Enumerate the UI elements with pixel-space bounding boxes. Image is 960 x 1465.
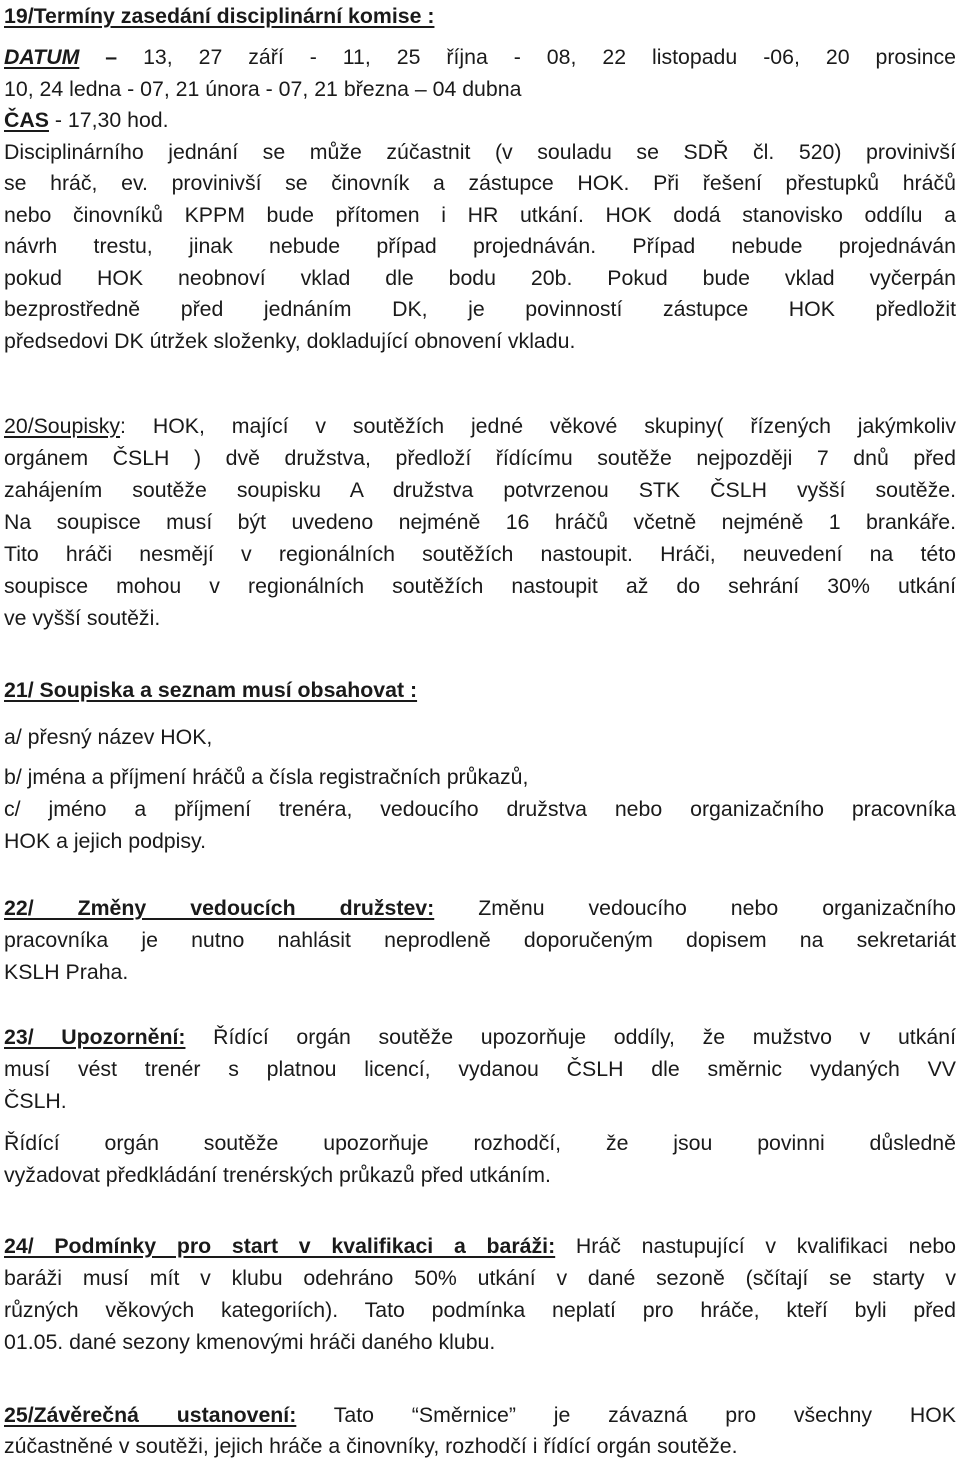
s20-line: ve vyšší soutěži. — [4, 606, 161, 630]
s19-datum-line-1 — [4, 44, 956, 70]
s24-first-text: Hráč nastupující v kvalifikaci nebo — [555, 1234, 957, 1258]
s21-item: HOK a jejich podpisy. — [4, 829, 207, 853]
s20-line: Tito hráči nesmějí v regionálních soutěžích nastoupit. Hráči, neuvedení na této — [4, 542, 956, 566]
s20-line: orgánem ČSLH ) dvě družstva, předloží řídícímu soutěže nejpozději 7 dnů před — [4, 446, 956, 470]
s20-line: zahájením soutěže soupisku A družstva potvrzenou STK ČSLH vyšší soutěže. — [4, 478, 956, 502]
datum-label: DATUM — [4, 45, 80, 69]
datum-dash: – — [105, 45, 118, 69]
section-20-label: 20/Soupisky — [4, 414, 121, 438]
s23-line: ČSLH. — [4, 1089, 67, 1113]
s19-para-line: bezprostředně před jednáním DK, je povinností zástupce HOK předložit — [4, 297, 956, 321]
s23-line: vyžadovat předkládání trenérských průkazů před utkáním. — [4, 1163, 551, 1187]
s22-first-text: Změnu vedoucího nebo organizačního — [434, 896, 956, 920]
s20-first-text: : HOK, mající v soutěžích jedné věkové skupiny( řízených jakýmkoliv — [120, 414, 956, 438]
s19-para-line: se hráč, ev. provinivší se činovník a zástupce HOK. Při řešení přestupků hráčů — [4, 171, 956, 195]
cas-label: ČAS — [4, 108, 49, 132]
s23-first-line — [4, 1024, 956, 1050]
s19-para-line: pokud HOK neobnoví vklad dle bodu 20b. Pokud bude vklad vyčerpán — [4, 266, 956, 290]
s19-para-line: předsedovi DK útržek složenky, dokladující obnovení vkladu. — [4, 329, 576, 353]
s25-first-text: Tato “Směrnice” je závazná pro všechny HOK — [296, 1403, 956, 1427]
s19-para-line: Disciplinárního jednání se může zúčastnit (v souladu se SDŘ čl. 520) provinivší — [4, 140, 956, 164]
section-25-label: 25/Závěrečná ustanovení: — [4, 1403, 297, 1427]
s23-first-text: Řídící orgán soutěže upozorňuje oddíly, že mužstvo v utkání — [185, 1025, 956, 1049]
s22-line: pracovníka je nutno nahlásit neprodleně doporučeným dopisem na sekretariát — [4, 928, 956, 952]
s20-line: soupisce mohou v regionálních soutěžích nastoupit až do sehrání 30% utkání — [4, 574, 956, 598]
s22-line: KSLH Praha. — [4, 960, 129, 984]
s19-para-line: návrh trestu, jinak nebude případ projednáván. Případ nebude projednáván — [4, 234, 956, 258]
s24-first-line — [4, 1233, 956, 1259]
s19-cas-line — [4, 107, 956, 133]
s19-para-line: nebo činovníků KPPM bude přítomen i HR utkání. HOK dodá stanovisko oddílu a — [4, 203, 956, 227]
s21-item: c/ jméno a příjmení trenéra, vedoucího družstva nebo organizačního pracovníka — [4, 797, 956, 821]
s24-line: různých věkových kategoriích). Tato podmínka neplatí pro hráče, kteří byli před — [4, 1298, 956, 1322]
s20-first-line — [4, 413, 956, 439]
section-22-label: 22/ Změny vedoucích družstev: — [4, 896, 435, 920]
s21-item: b/ jména a příjmení hráčů a čísla registračních průkazů, — [4, 765, 529, 789]
s25-first-line — [4, 1402, 956, 1428]
s22-first-line — [4, 895, 956, 921]
s19-datum-line-2: 10, 24 ledna - 07, 21 února - 07, 21 března – 04 dubna — [4, 77, 522, 101]
section-19-title: 19/Termíny zasedání disciplinární komise : — [4, 4, 435, 28]
s23-line: Řídící orgán soutěže upozorňuje rozhodčí, že jsou povinni důsledně — [4, 1131, 956, 1155]
s20-line: Na soupisce musí být uvedeno nejméně 16 hráčů včetně nejméně 1 brankáře. — [4, 510, 956, 534]
datum-dates-1: 13, 27 září - 11, 25 října - 08, 22 listopadu -06, 20 prosince — [143, 45, 956, 69]
s21-item: a/ přesný název HOK, — [4, 725, 213, 749]
s23-line: musí vést trenér s platnou licencí, vydanou ČSLH dle směrnic vydaných VV — [4, 1057, 956, 1081]
s25-last-line: zúčastněné v soutěži, jejich hráče a činovníky, rozhodčí i řídící orgán soutěže. — [4, 1434, 738, 1458]
section-21-title: 21/ Soupiska a seznam musí obsahovat : — [4, 678, 418, 702]
cas-value: - 17,30 hod. — [54, 108, 169, 132]
s24-line: baráži musí mít v klubu odehráno 50% utkání v dané sezoně (sčítají se starty v — [4, 1266, 956, 1290]
section-24-label: 24/ Podmínky pro start v kvalifikaci a baráži: — [4, 1234, 556, 1258]
s24-line: 01.05. dané sezony kmenovými hráči daného klubu. — [4, 1330, 496, 1354]
section-23-label: 23/ Upozornění: — [4, 1025, 186, 1049]
